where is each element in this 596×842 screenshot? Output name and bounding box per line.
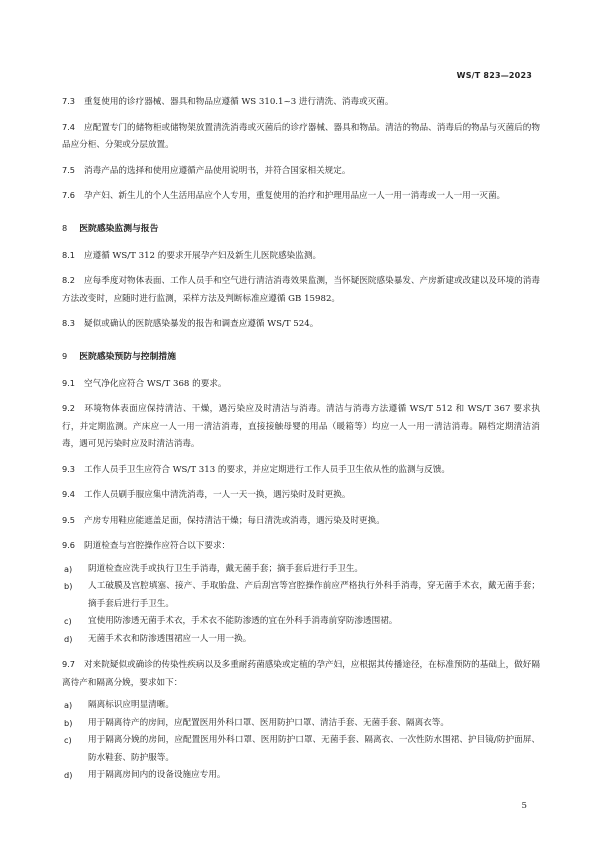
section-heading-8 [62, 219, 540, 238]
clause-text: 工作人员手卫生应符合 WS/T 313 的要求，并应定期进行工作人员手卫生依从性的监测与反馈。 [84, 464, 450, 475]
list-item-text: 无菌手术衣和防渗透围裙应一人一用一换。 [88, 633, 252, 644]
clause-text: 空气净化应符合 WS/T 368 的要求。 [84, 378, 227, 389]
clause-9-1 [62, 375, 540, 394]
clause-9-6 [62, 537, 540, 556]
clause-number: 9.5 [62, 514, 76, 525]
clause-text: 重复使用的诊疗器械、器具和物品应遵循 WS 310.1~3 进行清洗、消毒或灭菌。 [84, 97, 394, 107]
clause-number: 8.1 [62, 249, 76, 260]
clause-7-3 [62, 93, 540, 112]
list-item [62, 767, 540, 785]
list-item [62, 715, 540, 733]
clause-text: 工作人员刷手服应集中清洗消毒，一人一天一换，遇污染时及时更换。 [84, 490, 351, 500]
clause-7-5 [62, 162, 540, 181]
clause-number: 9.4 [62, 489, 76, 499]
list-item-label: a) [64, 700, 73, 710]
section-title: 医院感染预防与控制措施 [79, 351, 176, 362]
clause-number: 9.3 [62, 463, 76, 474]
list-item-text: 宜使用防渗透无菌手术衣，手术衣不能防渗透的宜在外科手消毒前穿防渗透围裙。 [88, 616, 398, 626]
list-item [62, 578, 540, 613]
clause-text: 阴道检查与宫腔操作应符合以下要求： [84, 541, 231, 551]
clause-number: 9.7 [62, 659, 76, 669]
clause-number: 7.5 [62, 164, 76, 175]
list-item-text: 用于隔离分娩的房间，应配置医用外科口罩、医用防护口罩、无菌手套、隔离衣、一次性防水围裙、护目镜/防护面屏、防水鞋套、防护服等。 [88, 735, 540, 763]
clause-text: 环境物体表面应保持清洁、干燥，遇污染应及时清洁与消毒。清洁与消毒方法遵循 WS/T 512 和 WS/T 367 要求执行，并定期监测。产床应一人一用一清洁消毒，直接接触母婴的用品（暖箱等）均应一人一用一清洁消毒。隔档定期清洁消毒，遇可见污染时应及时清洁消毒。 [62, 404, 540, 449]
clause-text: 孕产妇、新生儿的个人生活用品应个人专用，重复使用的治疗和护理用品应一人一用一消毒或一人一用一灭菌。 [84, 191, 506, 201]
clause-number: 9.2 [62, 403, 76, 413]
list-item [62, 697, 540, 715]
clause-9-6-list [62, 561, 540, 649]
clause-number: 7.3 [62, 96, 76, 106]
clause-number: 7.6 [62, 190, 76, 200]
clause-8-1 [62, 247, 540, 266]
list-item-text: 用于隔离待产的房间，应配置医用外科口罩、医用防护口罩、清洁手套、无菌手套、隔离衣等。 [88, 717, 449, 728]
clause-number: 9.1 [62, 377, 76, 388]
list-item-label: a) [64, 563, 73, 574]
clause-number: 9.6 [62, 540, 76, 550]
list-item-label: b) [64, 717, 73, 728]
clause-text: 应遵循 WS/T 312 的要求开展孕产妇及新生儿医院感染监测。 [84, 250, 322, 261]
list-item [62, 561, 540, 579]
list-item-label: b) [64, 581, 73, 591]
clause-8-2 [62, 272, 540, 308]
document-id-header: WS/T 823—2023 [456, 71, 532, 80]
section-title: 医院感染监测与报告 [79, 223, 159, 234]
clause-number: 8.3 [62, 318, 76, 328]
clause-text: 疑似或确认的医院感染暴发的报告和调查应遵循 WS/T 524。 [84, 319, 319, 329]
clause-number: 8.2 [62, 275, 76, 285]
clause-7-4 [62, 119, 540, 155]
page-body [62, 93, 540, 793]
list-item-text: 人工破膜及宫腔填塞、接产、手取胎盘、产后刮宫等宫腔操作前应严格执行外科手消毒，穿无菌手术衣，戴无菌手套；摘手套后进行手卫生。 [88, 581, 540, 609]
clause-9-7 [62, 656, 540, 692]
clause-9-5 [62, 512, 540, 531]
section-heading-9 [62, 347, 540, 366]
list-item [62, 631, 540, 649]
clause-text: 消毒产品的选择和使用应遵循产品使用说明书，并符合国家相关规定。 [84, 165, 351, 176]
list-item-text: 阴道检查应洗手或执行卫生手消毒，戴无菌手套；摘手套后进行手卫生。 [88, 563, 364, 574]
clause-9-7-list [62, 697, 540, 785]
list-item-label: c) [64, 735, 72, 745]
list-item [62, 613, 540, 631]
clause-9-2 [62, 400, 540, 454]
clause-text: 产房专用鞋应能遮盖足面，保持清洁干燥；每日清洗或消毒，遇污染及时更换。 [84, 515, 385, 526]
list-item-text: 用于隔离房间内的设备设施应专用。 [88, 770, 226, 780]
clause-text: 对来院疑似或确诊的传染性疾病以及多重耐药菌感染或定植的孕产妇，应根据其传播途径，在标准预防的基础上，做好隔离待产和隔离分娩，要求如下： [62, 660, 540, 688]
section-number: 8 [62, 222, 68, 233]
clause-9-3 [62, 461, 540, 480]
list-item-label: d) [64, 770, 73, 780]
clause-8-3 [62, 315, 540, 334]
clause-text: 应每季度对物体表面、工作人员手和空气进行清洁消毒效果监测，当怀疑医院感染暴发、产房新建或改建以及环境的消毒方法改变时，应随时进行监测，采样方法及判断标准应遵循 GB 15982。 [62, 276, 540, 304]
list-item [62, 732, 540, 767]
list-item-text: 隔离标识应明显清晰。 [88, 700, 174, 710]
clause-number: 7.4 [62, 121, 76, 132]
list-item-label: d) [64, 633, 73, 644]
clause-9-4 [62, 486, 540, 505]
list-item-label: c) [64, 616, 72, 626]
clause-7-6 [62, 187, 540, 206]
page-number: 5 [521, 801, 527, 811]
clause-text: 应配置专门的储物柜或储物架放置清洗消毒或灭菌后的诊疗器械、器具和物品。清洁的物品、消毒后的物品与灭菌后的物品应分柜、分架或分层放置。 [62, 122, 540, 150]
section-number: 9 [62, 350, 68, 361]
